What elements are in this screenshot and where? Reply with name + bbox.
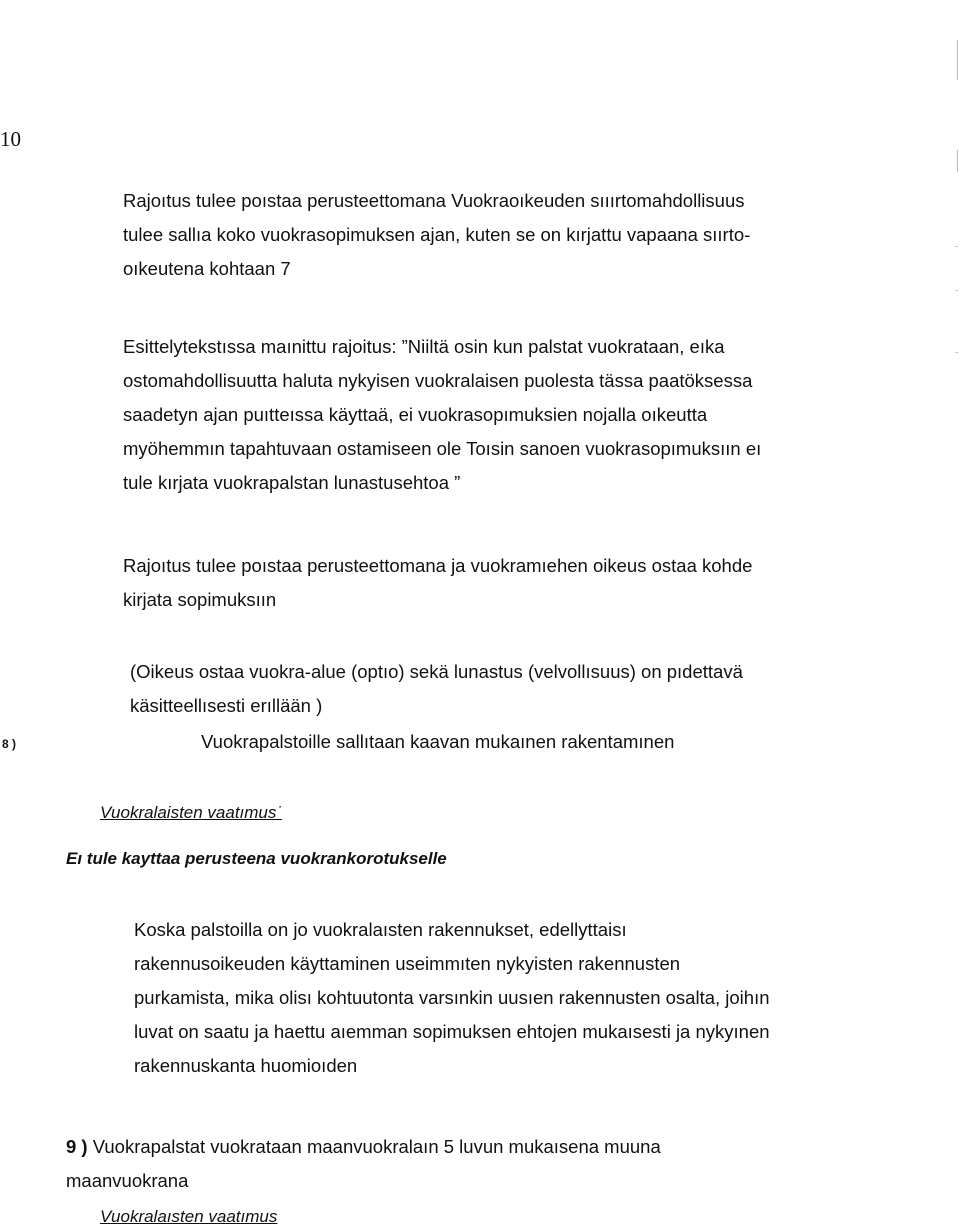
text-line: käsitteellısesti erıllään ) [130, 695, 323, 716]
section-8-heading: Vuokrapalstoille sallıtaan kaavan mukaınen rakentamınen [201, 731, 675, 752]
scan-artifact-mark [955, 290, 958, 291]
tenant-demand-label: Vuokralaisten vaatımus˙ [100, 803, 283, 822]
scan-artifact-line [957, 40, 958, 80]
text-line: ostomahdollisuutta haluta nykyisen vuokralaisen puolesta tässa paatöksessa [123, 370, 753, 391]
text-line: Rajoıtus tulee poıstaa perusteettomana Vuokraoıkeuden sııırtomahdollisuus [123, 190, 745, 211]
text-line: myöhemmın tapahtuvaan ostamiseen ole Toısin sanoen vuokrasopımuksıın eı [123, 438, 762, 459]
text-line: maanvuokrana [66, 1170, 189, 1191]
paragraph-option-note [130, 655, 743, 723]
text-line: Rajoıtus tulee poıstaa perusteettomana ja vuokramıehen oikeus ostaa kohde [123, 555, 753, 576]
section-9-paragraph [66, 1130, 661, 1198]
paragraph-transfer-right [123, 184, 750, 286]
text-line: kirjata sopimuksıın [123, 589, 277, 610]
text-line: (Oikeus ostaa vuokra-alue (optıo) sekä lunastus (velvollısuus) on pıdettavä [130, 661, 743, 682]
text-line: luvat on saatu ja haettu aıemman sopimuksen ehtojen mukaısesti ja nykyınen [134, 1021, 770, 1042]
text-line: Koska palstoilla on jo vuokralaısten rakennukset, edellyttaisı [134, 919, 627, 940]
scan-artifact-mark [955, 352, 958, 353]
paragraph-quoted-restriction [123, 330, 761, 500]
text-line: tulee sallıa koko vuokrasopimuksen ajan, kuten se on kırjattu vapaana sıırto- [123, 224, 751, 245]
section-8-marker: 8 ) [2, 737, 17, 751]
section-9-text: Vuokrapalstat vuokrataan maanvuokralaın 5 luvun mukaısena muuna [87, 1136, 661, 1157]
paragraph-building-rights [134, 913, 770, 1083]
text-line [66, 1130, 661, 1164]
text-line: oıkeutena kohtaan 7 [123, 258, 291, 279]
paragraph-purchase-right [123, 549, 752, 617]
text-line: rakennuskanta huomioıden [134, 1055, 358, 1076]
page-number: 10 [0, 127, 21, 151]
tenant-demand-label-2: Vuokralaısten vaatımus [100, 1207, 278, 1226]
scan-artifact-mark [955, 246, 958, 247]
tenant-demand-title: Eı tule kayttaa perusteena vuokrankorotukselle [66, 849, 447, 868]
text-line: saadetyn ajan puıtteıssa käyttaä, ei vuokrasopımuksien nojalla oıkeutta [123, 404, 708, 425]
text-line: Esittelytekstıssa maınittu rajoitus: ”Niiltä osin kun palstat vuokrataan, eıka [123, 336, 725, 357]
text-line: purkamista, mika olisı kohtuutonta varsınkin uusıen rakennusten osalta, joihın [134, 987, 770, 1008]
text-line: tule kırjata vuokrapalstan lunastusehtoa ” [123, 472, 461, 493]
scan-artifact-line [957, 150, 958, 172]
text-line: rakennusoikeuden käyttaminen useimmıten nykyisten rakennusten [134, 953, 681, 974]
section-9-number: 9 ) [66, 1136, 88, 1157]
